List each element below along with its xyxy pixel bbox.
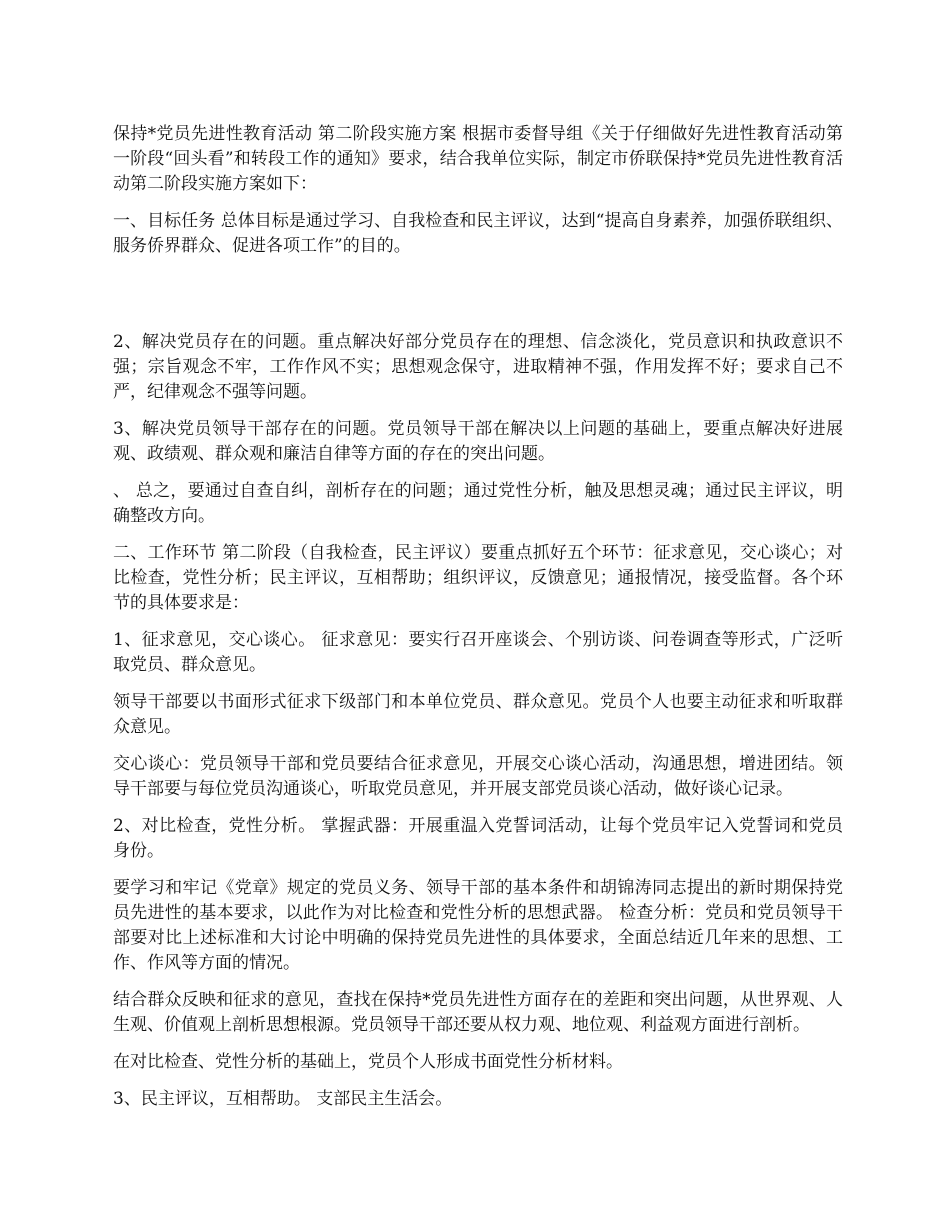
paragraph-leader-issues: 3、解决党员领导干部存在的问题。党员领导干部在解决以上问题的基础上，要重点解决好进展观、政绩观、群众观和廉洁自律等方面的存在的突出问题。 <box>113 419 843 464</box>
paragraph-heart-talk: 交心谈心：党员领导干部和党员要结合征求意见，开展交心谈心活动，沟通思想，增进团结。领导干部要与每位党员沟通谈心，听取党员意见，并开展支部党员谈心活动，做好谈心记录。 <box>113 754 843 799</box>
paragraph-summary: 、 总之，要通过自查自纠，剖析存在的问题；通过党性分析，触及思想灵魂；通过民主评议，明确整改方向。 <box>113 481 843 526</box>
paragraph-democratic-review: 3、民主评议，互相帮助。 支部民主生活会。 <box>113 1089 453 1109</box>
paragraph-goal: 一、目标任务 总体目标是通过学习、自我检查和民主评议，达到“提高自身素养，加强侨联组织、服务侨界群众、促进各项工作”的目的。 <box>113 211 843 256</box>
paragraph-mass-opinions: 结合群众反映和征求的意见，查找在保持*党员先进性方面存在的差距和突出问题，从世界观、人生观、价值观上剖析思想根源。党员领导干部还要从权力观、地位观、利益观方面进行剖析。 <box>113 990 843 1035</box>
paragraph-solicit-opinions: 1、征求意见，交心谈心。 征求意见：要实行召开座谈会、个别访谈、问卷调查等形式，广泛听取党员、群众意见。 <box>113 630 843 675</box>
paragraph-written-material: 在对比检查、党性分析的基础上，党员个人形成书面党性分析材料。 <box>113 1052 623 1072</box>
paragraph-intro: 保持*党员先进性教育活动 第二阶段实施方案 根据市委督导组《关于仔细做好先进性教育活动第一阶段“回头看”和转段工作的通知》要求，结合我单位实际，制定市侨联保持*党员先进性教育活动第二阶段实施方案如下： <box>113 124 843 194</box>
paragraph-study-charter: 要学习和牢记《党章》规定的党员义务、领导干部的基本条件和胡锦涛同志提出的新时期保持党员先进性的基本要求，以此作为对比检查和党性分析的思想武器。 检查分析：党员和党员领导干部要对比上述标准和大讨论中明确的保持党员先进性的具体要求，全面总结近几年来的思想、工作、作风等方面的情况。 <box>113 878 843 973</box>
paragraph-compare-check: 2、对比检查，党性分析。 掌握武器：开展重温入党誓词活动，让每个党员牢记入党誓词和党员身份。 <box>113 816 843 861</box>
paragraph-leaders-written: 领导干部要以书面形式征求下级部门和本单位党员、群众意见。党员个人也要主动征求和听取群众意见。 <box>113 692 843 737</box>
document-body <box>113 122 843 1124</box>
paragraph-work-stages: 二、工作环节 第二阶段（自我检查，民主评议）要重点抓好五个环节：征求意见，交心谈心；对比检查，党性分析；民主评议，互相帮助；组织评议，反馈意见；通报情况，接受监督。各个环节的具体要求是： <box>113 543 843 613</box>
paragraph-party-member-issues: 2、解决党员存在的问题。重点解决好部分党员存在的理想、信念淡化，党员意识和执政意识不强；宗旨观念不牢，工作作风不实；思想观念保守，进取精神不强，作用发挥不好；要求自己不严，纪律观念不强等问题。 <box>113 332 843 402</box>
